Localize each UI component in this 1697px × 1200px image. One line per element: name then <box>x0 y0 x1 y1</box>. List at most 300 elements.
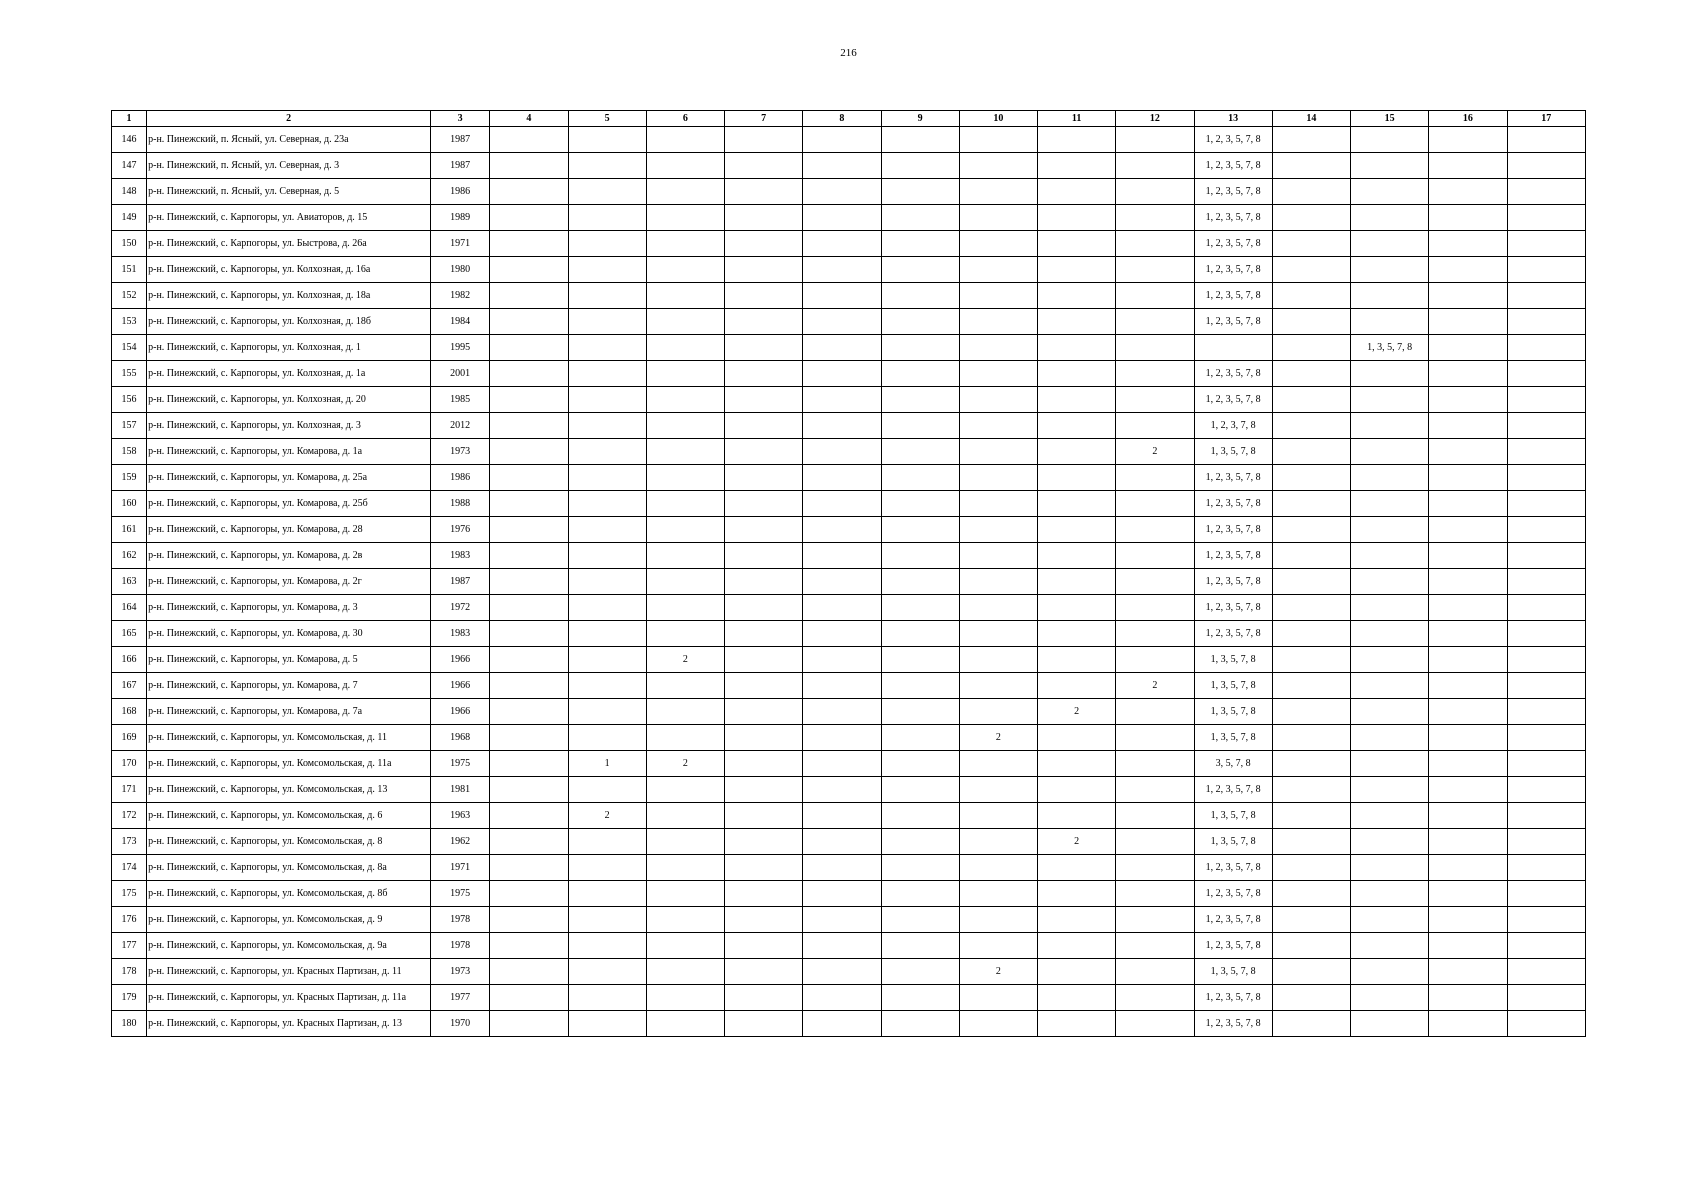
table-cell <box>1038 855 1116 881</box>
table-cell: 1, 3, 5, 7, 8 <box>1194 647 1272 673</box>
table-cell: 2 <box>568 803 646 829</box>
table-cell <box>1429 283 1507 309</box>
table-cell <box>1351 153 1429 179</box>
row-number-cell: 152 <box>112 283 147 309</box>
table-cell <box>803 231 881 257</box>
table-cell <box>1116 647 1194 673</box>
table-cell <box>1116 621 1194 647</box>
table-cell <box>1038 335 1116 361</box>
table-cell <box>1429 621 1507 647</box>
table-cell <box>1272 309 1350 335</box>
table-cell <box>959 205 1037 231</box>
table-cell <box>881 751 959 777</box>
table-cell <box>1507 205 1586 231</box>
table-cell <box>803 257 881 283</box>
table-row <box>112 881 1586 907</box>
table-row <box>112 231 1586 257</box>
row-number-cell: 154 <box>112 335 147 361</box>
table-cell <box>1351 179 1429 205</box>
table-cell <box>1038 725 1116 751</box>
table-cell: 1, 2, 3, 5, 7, 8 <box>1194 933 1272 959</box>
address-cell: р-н. Пинежский, с. Карпогоры, ул. Быстрова, д. 26а <box>147 231 431 257</box>
table-cell <box>646 335 724 361</box>
table-cell <box>490 673 568 699</box>
table-cell <box>959 855 1037 881</box>
table-cell <box>646 621 724 647</box>
table-cell <box>1429 751 1507 777</box>
row-number-cell: 156 <box>112 387 147 413</box>
table-row <box>112 439 1586 465</box>
table-cell <box>725 309 803 335</box>
address-cell: р-н. Пинежский, с. Карпогоры, ул. Колхозная, д. 20 <box>147 387 431 413</box>
row-number-cell: 174 <box>112 855 147 881</box>
table-cell <box>881 491 959 517</box>
table-cell: 1, 3, 5, 7, 8 <box>1194 829 1272 855</box>
address-cell: р-н. Пинежский, с. Карпогоры, ул. Комсомольская, д. 11 <box>147 725 431 751</box>
table-cell: 1, 2, 3, 5, 7, 8 <box>1194 517 1272 543</box>
column-header: 9 <box>881 111 959 127</box>
table-cell <box>959 933 1037 959</box>
row-number-cell: 151 <box>112 257 147 283</box>
table-cell <box>1272 387 1350 413</box>
table-cell <box>1038 387 1116 413</box>
table-cell: 2 <box>959 959 1037 985</box>
table-cell <box>1507 179 1586 205</box>
table-row <box>112 933 1586 959</box>
table-cell <box>1351 413 1429 439</box>
table-cell <box>803 647 881 673</box>
year-cell: 2012 <box>431 413 490 439</box>
year-cell: 2001 <box>431 361 490 387</box>
table-cell <box>1507 491 1586 517</box>
table-cell <box>646 777 724 803</box>
table-cell: 1, 2, 3, 5, 7, 8 <box>1194 621 1272 647</box>
row-number-cell: 155 <box>112 361 147 387</box>
table-cell <box>1507 829 1586 855</box>
table-cell <box>725 361 803 387</box>
table-cell <box>1351 387 1429 413</box>
table-cell <box>1116 933 1194 959</box>
column-header: 1 <box>112 111 147 127</box>
column-header: 13 <box>1194 111 1272 127</box>
table-cell <box>1351 517 1429 543</box>
table-cell <box>803 907 881 933</box>
table-cell <box>1351 621 1429 647</box>
table-cell <box>1429 387 1507 413</box>
table-cell <box>1351 491 1429 517</box>
table-cell <box>1351 205 1429 231</box>
table-cell: 1, 3, 5, 7, 8 <box>1194 699 1272 725</box>
table-cell <box>1507 439 1586 465</box>
table-cell <box>646 517 724 543</box>
table-cell <box>1507 153 1586 179</box>
table-cell <box>490 699 568 725</box>
table-cell: 3, 5, 7, 8 <box>1194 751 1272 777</box>
table-cell <box>646 803 724 829</box>
table-row <box>112 673 1586 699</box>
address-cell: р-н. Пинежский, с. Карпогоры, ул. Комарова, д. 5 <box>147 647 431 673</box>
table-cell <box>490 569 568 595</box>
table-cell <box>1507 855 1586 881</box>
table-cell <box>725 413 803 439</box>
table-row <box>112 283 1586 309</box>
table-cell <box>646 205 724 231</box>
table-cell <box>1429 257 1507 283</box>
address-cell: р-н. Пинежский, с. Карпогоры, ул. Колхозная, д. 1а <box>147 361 431 387</box>
table-cell <box>1116 283 1194 309</box>
table-cell <box>646 725 724 751</box>
address-cell: р-н. Пинежский, с. Карпогоры, ул. Комарова, д. 2в <box>147 543 431 569</box>
address-cell: р-н. Пинежский, с. Карпогоры, ул. Красных Партизан, д. 13 <box>147 1011 431 1037</box>
table-cell <box>490 829 568 855</box>
table-cell <box>725 543 803 569</box>
address-cell: р-н. Пинежский, с. Карпогоры, ул. Комсомольская, д. 9а <box>147 933 431 959</box>
table-cell <box>1429 725 1507 751</box>
year-cell: 1975 <box>431 751 490 777</box>
row-number-cell: 164 <box>112 595 147 621</box>
table-cell <box>881 127 959 153</box>
table-cell <box>568 179 646 205</box>
table-cell <box>803 855 881 881</box>
table-cell <box>1272 465 1350 491</box>
table-cell <box>803 283 881 309</box>
table-cell <box>1116 179 1194 205</box>
table-cell: 1, 2, 3, 5, 7, 8 <box>1194 153 1272 179</box>
table-cell <box>803 595 881 621</box>
table-cell <box>1116 907 1194 933</box>
row-number-cell: 161 <box>112 517 147 543</box>
table-cell <box>1038 959 1116 985</box>
table-cell <box>646 491 724 517</box>
table-cell <box>1429 361 1507 387</box>
year-cell: 1980 <box>431 257 490 283</box>
table-cell <box>1429 465 1507 491</box>
address-cell: р-н. Пинежский, с. Карпогоры, ул. Комарова, д. 30 <box>147 621 431 647</box>
table-cell <box>490 439 568 465</box>
table-cell: 1, 2, 3, 5, 7, 8 <box>1194 231 1272 257</box>
table-cell <box>803 933 881 959</box>
year-cell: 1986 <box>431 179 490 205</box>
table-cell <box>1116 803 1194 829</box>
year-cell: 1985 <box>431 387 490 413</box>
table-cell <box>1429 907 1507 933</box>
address-cell: р-н. Пинежский, с. Карпогоры, ул. Колхозная, д. 3 <box>147 413 431 439</box>
table-cell <box>1351 751 1429 777</box>
row-number-cell: 170 <box>112 751 147 777</box>
table-cell <box>1507 257 1586 283</box>
table-cell: 1, 2, 3, 5, 7, 8 <box>1194 127 1272 153</box>
table-cell: 1, 3, 5, 7, 8 <box>1194 439 1272 465</box>
column-header: 16 <box>1429 111 1507 127</box>
table-cell <box>490 231 568 257</box>
table-cell <box>803 777 881 803</box>
table-cell <box>1038 205 1116 231</box>
table-cell <box>1351 361 1429 387</box>
table-cell <box>881 257 959 283</box>
address-cell: р-н. Пинежский, с. Карпогоры, ул. Комсомольская, д. 8а <box>147 855 431 881</box>
table-cell <box>881 881 959 907</box>
table-cell <box>1116 413 1194 439</box>
table-cell: 2 <box>646 751 724 777</box>
table-cell <box>725 647 803 673</box>
table-cell <box>568 309 646 335</box>
table-cell <box>1507 127 1586 153</box>
table-cell <box>881 283 959 309</box>
table-cell <box>1429 335 1507 361</box>
table-cell <box>568 933 646 959</box>
table-cell <box>490 127 568 153</box>
table-row <box>112 335 1586 361</box>
table-cell <box>490 647 568 673</box>
row-number-cell: 176 <box>112 907 147 933</box>
column-header: 7 <box>725 111 803 127</box>
table-cell <box>881 829 959 855</box>
table-cell <box>1429 231 1507 257</box>
table-cell: 2 <box>1116 439 1194 465</box>
table-cell <box>881 595 959 621</box>
column-header: 12 <box>1116 111 1194 127</box>
table-cell <box>959 751 1037 777</box>
table-cell <box>803 569 881 595</box>
table-cell <box>881 309 959 335</box>
table-cell <box>1272 491 1350 517</box>
address-cell: р-н. Пинежский, с. Карпогоры, ул. Комсомольская, д. 11а <box>147 751 431 777</box>
table-row <box>112 855 1586 881</box>
table-cell <box>1507 751 1586 777</box>
table-cell <box>959 387 1037 413</box>
table-cell <box>646 699 724 725</box>
table-cell <box>646 153 724 179</box>
table-cell <box>1272 205 1350 231</box>
table-cell <box>490 751 568 777</box>
table-cell <box>725 803 803 829</box>
table-cell <box>959 569 1037 595</box>
address-cell: р-н. Пинежский, с. Карпогоры, ул. Комсомольская, д. 6 <box>147 803 431 829</box>
table-cell <box>646 959 724 985</box>
year-cell: 1987 <box>431 569 490 595</box>
table-cell <box>959 777 1037 803</box>
table-cell <box>1351 569 1429 595</box>
year-cell: 1971 <box>431 855 490 881</box>
table-cell <box>568 829 646 855</box>
table-cell <box>1272 829 1350 855</box>
table-cell: 1, 2, 3, 5, 7, 8 <box>1194 777 1272 803</box>
table-cell <box>725 595 803 621</box>
table-cell <box>490 465 568 491</box>
year-cell: 1983 <box>431 543 490 569</box>
table-cell <box>1507 881 1586 907</box>
address-cell: р-н. Пинежский, с. Карпогоры, ул. Комсомольская, д. 8б <box>147 881 431 907</box>
table-cell <box>959 699 1037 725</box>
table-cell <box>568 569 646 595</box>
table-cell <box>725 725 803 751</box>
address-cell: р-н. Пинежский, с. Карпогоры, ул. Колхозная, д. 18б <box>147 309 431 335</box>
table-cell: 1, 2, 3, 5, 7, 8 <box>1194 465 1272 491</box>
table-cell <box>646 231 724 257</box>
table-cell: 1, 3, 5, 7, 8 <box>1194 959 1272 985</box>
table-row <box>112 595 1586 621</box>
table-cell <box>725 283 803 309</box>
table-cell <box>568 127 646 153</box>
table-cell <box>1116 231 1194 257</box>
row-number-cell: 162 <box>112 543 147 569</box>
table-cell <box>803 491 881 517</box>
table-row <box>112 829 1586 855</box>
table-cell <box>881 725 959 751</box>
table-cell <box>1429 985 1507 1011</box>
table-cell <box>881 465 959 491</box>
table-cell <box>725 491 803 517</box>
row-number-cell: 153 <box>112 309 147 335</box>
table-cell <box>646 387 724 413</box>
table-cell <box>1351 257 1429 283</box>
table-cell <box>725 777 803 803</box>
table-cell <box>725 517 803 543</box>
table-cell <box>1272 751 1350 777</box>
table-cell <box>568 413 646 439</box>
table-row <box>112 153 1586 179</box>
table-row <box>112 647 1586 673</box>
table-cell <box>725 621 803 647</box>
table-cell <box>1038 621 1116 647</box>
table-row <box>112 1011 1586 1037</box>
table-cell <box>646 1011 724 1037</box>
table-cell <box>1507 335 1586 361</box>
table-cell <box>568 465 646 491</box>
table-cell <box>959 413 1037 439</box>
table-cell <box>803 127 881 153</box>
table-cell <box>646 361 724 387</box>
table-cell <box>1429 1011 1507 1037</box>
table-cell <box>490 309 568 335</box>
table-cell <box>803 829 881 855</box>
table-cell <box>1194 335 1272 361</box>
address-cell: р-н. Пинежский, с. Карпогоры, ул. Красных Партизан, д. 11а <box>147 985 431 1011</box>
table-cell <box>1272 621 1350 647</box>
table-body <box>112 127 1586 1037</box>
table-cell <box>881 231 959 257</box>
table-cell <box>568 257 646 283</box>
table-cell <box>1351 595 1429 621</box>
table-cell <box>1038 777 1116 803</box>
table-cell <box>1038 309 1116 335</box>
table-cell <box>881 361 959 387</box>
address-cell: р-н. Пинежский, с. Карпогоры, ул. Комарова, д. 7 <box>147 673 431 699</box>
table-cell <box>568 491 646 517</box>
table-cell: 2 <box>1038 829 1116 855</box>
table-cell <box>646 179 724 205</box>
table-cell <box>1429 413 1507 439</box>
table-cell: 1, 3, 5, 7, 8 <box>1194 803 1272 829</box>
table-cell <box>1351 855 1429 881</box>
row-number-cell: 148 <box>112 179 147 205</box>
address-cell: р-н. Пинежский, п. Ясный, ул. Северная, д. 23а <box>147 127 431 153</box>
row-number-cell: 169 <box>112 725 147 751</box>
table-cell <box>1038 231 1116 257</box>
table-cell <box>1351 829 1429 855</box>
row-number-cell: 158 <box>112 439 147 465</box>
table-row <box>112 751 1586 777</box>
table-cell <box>646 569 724 595</box>
table-cell <box>1272 231 1350 257</box>
table-cell <box>1272 517 1350 543</box>
table-cell <box>1429 153 1507 179</box>
table-cell <box>568 205 646 231</box>
table-cell <box>881 179 959 205</box>
column-header: 17 <box>1507 111 1586 127</box>
table-cell <box>1507 933 1586 959</box>
row-number-cell: 172 <box>112 803 147 829</box>
year-cell: 1977 <box>431 985 490 1011</box>
table-cell <box>1038 569 1116 595</box>
table-cell <box>1038 881 1116 907</box>
table-cell <box>803 985 881 1011</box>
table-cell <box>1116 465 1194 491</box>
year-cell: 1981 <box>431 777 490 803</box>
table-cell <box>1351 1011 1429 1037</box>
year-cell: 1982 <box>431 283 490 309</box>
table-cell <box>1351 309 1429 335</box>
table-cell <box>1507 595 1586 621</box>
column-header: 8 <box>803 111 881 127</box>
row-number-cell: 180 <box>112 1011 147 1037</box>
table-cell <box>881 153 959 179</box>
address-cell: р-н. Пинежский, п. Ясный, ул. Северная, д. 5 <box>147 179 431 205</box>
table-cell <box>1429 647 1507 673</box>
table-cell <box>1272 361 1350 387</box>
table-cell <box>1038 127 1116 153</box>
table-cell <box>568 725 646 751</box>
table-cell <box>1272 413 1350 439</box>
table-cell: 1, 2, 3, 5, 7, 8 <box>1194 985 1272 1011</box>
table-cell <box>1272 907 1350 933</box>
table-cell <box>1272 855 1350 881</box>
table-cell <box>1038 283 1116 309</box>
table-cell <box>490 933 568 959</box>
table-cell <box>1507 673 1586 699</box>
table-row <box>112 699 1586 725</box>
table-row <box>112 621 1586 647</box>
table-cell: 1, 2, 3, 5, 7, 8 <box>1194 595 1272 621</box>
table-cell <box>803 153 881 179</box>
table-cell <box>1272 803 1350 829</box>
table-cell <box>1429 777 1507 803</box>
table-cell <box>568 777 646 803</box>
table-cell <box>1429 959 1507 985</box>
table-cell <box>725 933 803 959</box>
table-cell <box>803 1011 881 1037</box>
table-cell <box>1116 1011 1194 1037</box>
table-cell <box>1429 179 1507 205</box>
table-cell <box>803 205 881 231</box>
table-cell: 1, 3, 5, 7, 8 <box>1194 673 1272 699</box>
table-cell <box>1351 673 1429 699</box>
row-number-cell: 177 <box>112 933 147 959</box>
table-cell <box>1116 361 1194 387</box>
table-cell <box>1116 855 1194 881</box>
table-cell: 2 <box>646 647 724 673</box>
address-cell: р-н. Пинежский, с. Карпогоры, ул. Комарова, д. 25а <box>147 465 431 491</box>
table-cell <box>490 153 568 179</box>
table-cell <box>1116 699 1194 725</box>
table-cell <box>1429 855 1507 881</box>
table-cell: 1, 3, 5, 7, 8 <box>1194 725 1272 751</box>
table-cell <box>1351 647 1429 673</box>
table-cell <box>881 907 959 933</box>
row-number-cell: 178 <box>112 959 147 985</box>
table-cell <box>803 803 881 829</box>
table-cell <box>1429 439 1507 465</box>
